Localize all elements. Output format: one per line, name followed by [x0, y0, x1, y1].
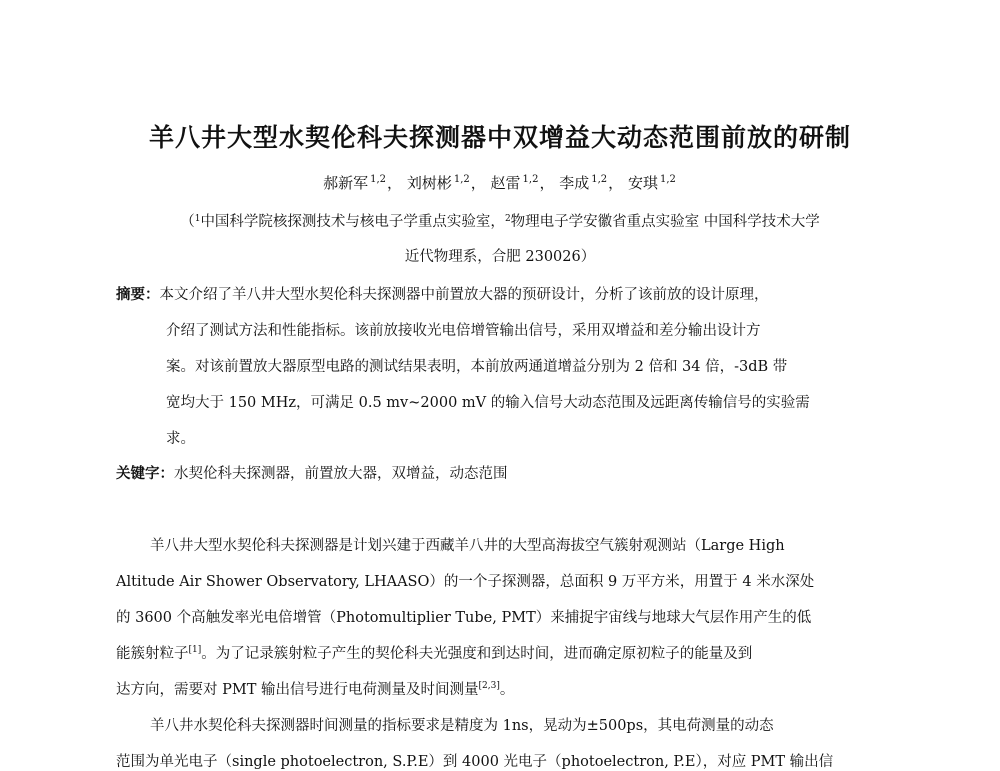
author: 刘树彬 $^{1,2}$，	[406, 174, 486, 192]
author: 郝新军 $^{1,2}$，	[323, 174, 403, 192]
keywords	[116, 462, 916, 483]
abstract-line: 案。对该前置放大器原型电路的测试结果表明，本前放两通道增益分别为 2 倍和 34 倍，-3dB 带	[166, 359, 788, 375]
author-list	[0, 172, 1000, 193]
citation: [1]	[188, 645, 202, 655]
abstract-label: 摘要：	[116, 287, 160, 303]
keywords-text: 水契伦科夫探测器，前置放大器，双增益，动态范围	[174, 466, 508, 482]
affiliation-line-2: 近代物理系，合肥 230026）	[404, 249, 596, 265]
author: 安琪 $^{1,2}$	[627, 174, 676, 192]
body-line: 达方向，需要对 PMT 输出信号进行电荷测量及时间测量[2,3]。	[116, 681, 515, 698]
body-line: 的 3600 个高触发率光电倍增管（Photomultiplier Tube, PMT）来捕捉宇宙线与地球大气层作用产生的低	[116, 610, 812, 626]
body-line: Altitude Air Shower Observatory, LHAASO）的一个子探测器，总面积 9 万平方米，用置于 4 米水深处	[116, 574, 815, 590]
body-line: 羊八井水契伦科夫探测器时间测量的指标要求是精度为 1ns，晃动为±500ps，其电荷测量的动态	[150, 718, 774, 734]
abstract-line: 介绍了测试方法和性能指标。该前放接收光电倍增管输出信号，采用双增益和差分输出设计方	[166, 323, 761, 339]
affiliation-line-1: （$^1$中国科学院核探测技术与核电子学重点实验室，$^2$物理电子学安徽省重点实验室 中国科学技术大学	[180, 214, 820, 230]
author: 赵雷 $^{1,2}$，	[490, 174, 555, 192]
citation: [2,3]	[478, 681, 500, 691]
body-line: 范围为单光电子（single photoelectron, S.P.E）到 4000 光电子（photoelectron, P.E），对应 PMT 输出信	[116, 754, 834, 770]
abstract-line: 宽均大于 150 MHz，可满足 0.5 mv~2000 mV 的输入信号大动态范围及远距离传输信号的实验需	[166, 395, 810, 411]
abstract-line: 求。	[166, 431, 195, 447]
body-line: 羊八井大型水契伦科夫探测器是计划兴建于西藏羊八井的大型高海拔空气簇射观测站（Large High	[150, 538, 785, 554]
paper-title: 羊八井大型水契伦科夫探测器中双增益大动态范围前放的研制	[148, 123, 851, 152]
abstract-first-line: 摘要：本文介绍了羊八井大型水契伦科夫探测器中前置放大器的预研设计，分析了该前放的设计原理，	[116, 287, 769, 303]
author: 李成 $^{1,2}$，	[559, 174, 624, 192]
body-line: 能簇射粒子[1]。为了记录簇射粒子产生的契伦科夫光强度和到达时间，进而确定原初粒子的能量及到	[116, 645, 753, 662]
keywords-label: 关键字：	[116, 466, 174, 482]
